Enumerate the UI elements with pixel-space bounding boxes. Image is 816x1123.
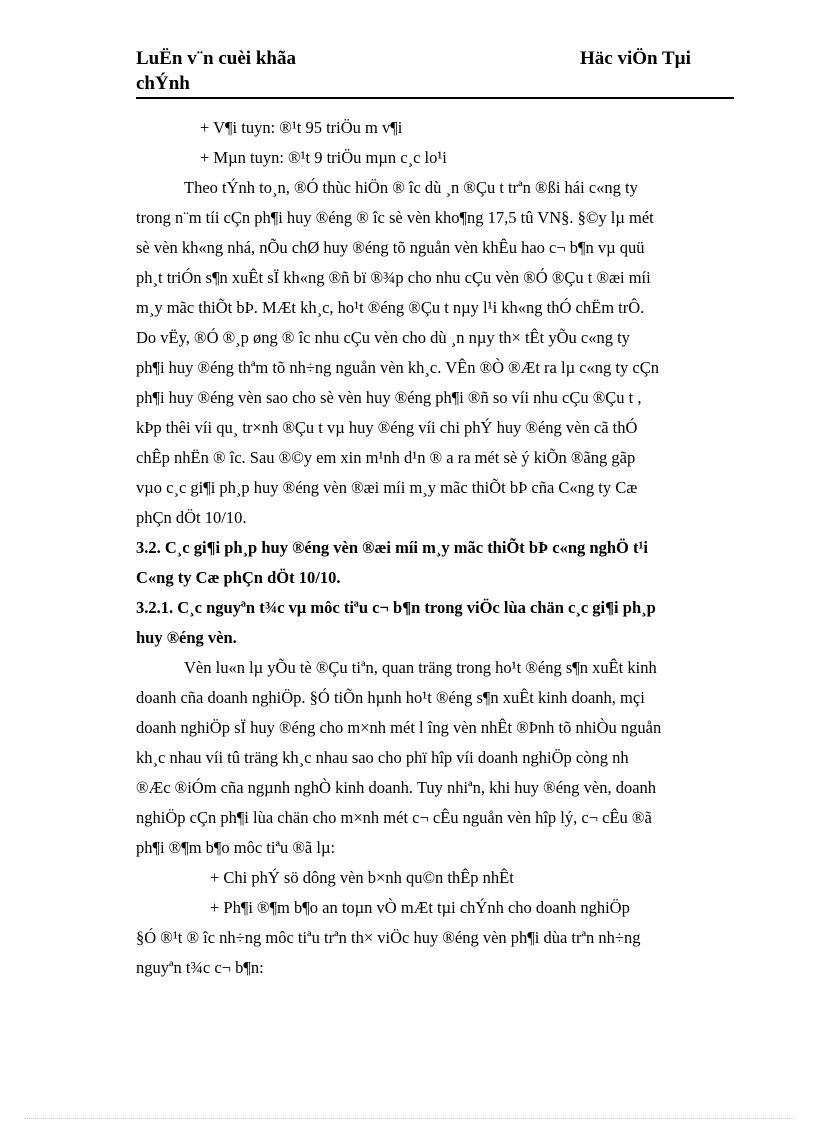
paragraph-line: ®Æc ®iÓm cña ngµnh nghÒ kinh doanh. Tuy nhiªn, khi huy ®éng vèn, doanh (136, 778, 657, 797)
paragraph-line: doanh nghiÖp sÏ huy ®éng cho m×nh mét l îng vèn nhÊt ®Þnh tõ nhiÒu nguån (136, 718, 662, 737)
paragraph-line: phÇn dÖt 10/10. (136, 508, 247, 527)
paragraph-line: nghiÖp cÇn ph¶i lùa chän cho m×nh mét c¬ cÊu nguån vèn hîp lý, c¬ cÊu ®ã (136, 808, 652, 827)
section-heading: C«ng ty Cæ phÇn dÖt 10/10. (136, 568, 341, 587)
paragraph-line: Do vËy, ®Ó ®¸p øng ® îc nhu cÇu vèn cho dù ¸n nµy th× tÊt yÕu c«ng ty (136, 328, 630, 347)
page-bottom-border (24, 1118, 794, 1119)
paragraph-line: doanh cña doanh nghiÖp. §Ó tiÕn hµnh ho¹t ®éng s¶n xuÊt kinh doanh, mçi (136, 688, 645, 707)
bullet-line: + Chi phÝ sö dông vèn b×nh qu©n thÊp nhÊt (210, 868, 514, 887)
paragraph-line: vµo c¸c gi¶i ph¸p huy ®éng vèn ®æi míi m¸y mãc thiÕt bÞ cña C«ng ty Cæ (136, 478, 638, 497)
subsection-heading: huy ®éng vèn. (136, 628, 237, 647)
paragraph-line: Theo tÝnh to¸n, ®Ó thùc hiÖn ® îc dù ¸n ®Çu t trªn ®ßi hái c«ng ty (184, 178, 638, 197)
header-title-line1: LuËn v¨n cuèi khãa (136, 48, 296, 69)
bullet-line: + Ph¶i ®¶m b¶o an toµn vÒ mÆt tµi chÝnh cho doanh nghiÖp (210, 898, 630, 917)
paragraph-line: sè vèn kh«ng nhá, nÕu chØ huy ®éng tõ nguån vèn khÊu hao c¬ b¶n vµ quü (136, 238, 645, 257)
paragraph-line: chÊp nhËn ® îc. Sau ®©y em xin m¹nh d¹n ® a ra mét sè ý kiÕn ®ãng gãp (136, 448, 636, 467)
paragraph-line: kh¸c nhau víi tû träng kh¸c nhau sao cho phï hîp víi doanh nghiÖp còng nh (136, 748, 629, 767)
paragraph-line: ph¶i ®¶m b¶o môc tiªu ®ã lµ: (136, 838, 336, 857)
paragraph-line: trong n¨m tíi cÇn ph¶i huy ®éng ® îc sè vèn kho¶ng 17,5 tû VN§. §©y lµ mét (136, 208, 654, 227)
header-title-line2: chÝnh (136, 73, 190, 94)
paragraph-line: Vèn lu«n lµ yÕu tè ®Çu tiªn, quan träng trong ho¹t ®éng s¶n xuÊt kinh (184, 658, 657, 677)
paragraph-line: m¸y mãc thiÕt bÞ. MÆt kh¸c, ho¹t ®éng ®Çu t nµy l¹i kh«ng thÓ chËm trÔ. (136, 298, 645, 317)
subsection-heading: 3.2.1. C¸c nguyªn t¾c vµ môc tiªu c¬ b¶n trong viÖc lùa chän c¸c gi¶i ph¸p (136, 598, 656, 617)
section-heading: 3.2. C¸c gi¶i ph¸p huy ®éng vèn ®æi míi m¸y mãc thiÕt bÞ c«ng nghÖ t¹i (136, 538, 648, 557)
header-left (136, 46, 396, 96)
header-rule (136, 97, 734, 99)
bullet-line: + Mµn tuyn: ®¹t 9 triÖu mµn c¸c lo¹i (200, 148, 447, 167)
header-right: Häc viÖn Tµi (580, 48, 691, 69)
paragraph-line: ph¸t triÓn s¶n xuÊt sÏ kh«ng ®ñ bï ®¾p cho nhu cÇu vèn ®Ó ®Çu t ®æi míi (136, 268, 651, 287)
paragraph-line: nguyªn t¾c c¬ b¶n: (136, 958, 264, 977)
bullet-line: + V¶i tuyn: ®¹t 95 triÖu m v¶i (200, 118, 403, 137)
paragraph-line: ph¶i huy ®éng vèn sao cho sè vèn huy ®éng ph¶i ®ñ so víi nhu cÇu ®Çu t , (136, 388, 642, 407)
paragraph-line: ph¶i huy ®éng thªm tõ nh÷ng nguån vèn kh¸c. VÊn ®Ò ®Æt ra lµ c«ng ty cÇn (136, 358, 659, 377)
paragraph-line: §Ó ®¹t ® îc nh÷ng môc tiªu trªn th× viÖc huy ®éng vèn ph¶i dùa trªn nh÷ng (136, 928, 641, 947)
paragraph-line: kÞp thêi víi qu¸ tr×nh ®Çu t vµ huy ®éng víi chi phÝ huy ®éng vèn cã thÓ (136, 418, 638, 437)
